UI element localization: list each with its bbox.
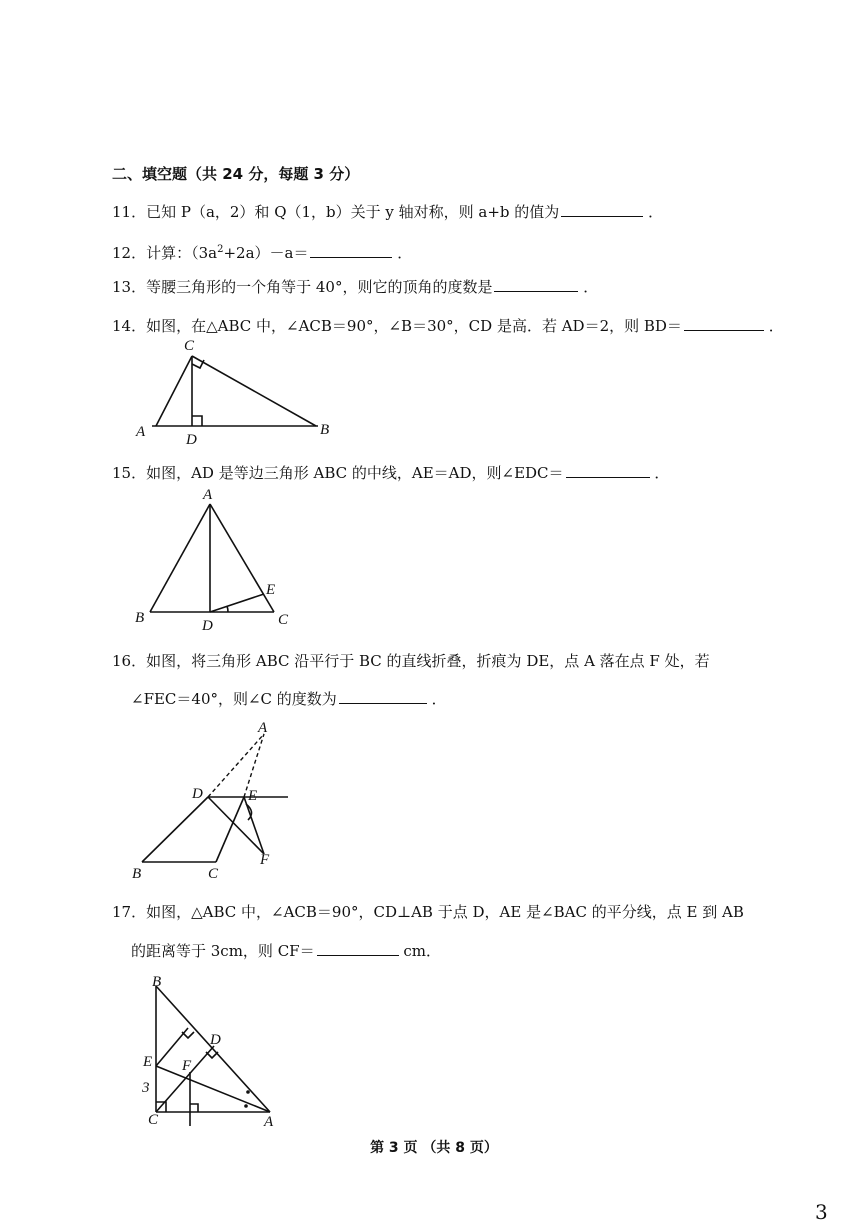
right-angle-mark-e — [182, 1032, 194, 1038]
question-12-text-2: +2a）－a＝ — [223, 244, 309, 262]
right-angle-mark-d — [206, 1052, 218, 1058]
side-ac — [156, 356, 192, 426]
question-15-end: ． — [654, 464, 670, 482]
label-f: F — [182, 1058, 192, 1074]
question-17-line-2 — [131, 941, 441, 961]
figure-14 — [130, 334, 340, 450]
question-15-text: 15．如图，AD 是等边三角形 ABC 的中线，AE＝AD，则∠EDC＝ — [112, 464, 564, 482]
question-13-text: 13．等腰三角形的一个角等于 40°，则它的顶角的度数是 — [112, 278, 493, 296]
page-number: 3 — [815, 1200, 828, 1224]
label-a: A — [203, 487, 213, 503]
answer-blank-11[interactable] — [561, 202, 643, 217]
label-c: C — [208, 866, 219, 882]
segment-df — [208, 797, 264, 854]
answer-blank-13[interactable] — [494, 277, 578, 292]
question-17-line-1: 17．如图，△ABC 中，∠ACB＝90°，CD⊥AB 于点 D，AE 是∠BAC 的平分线，点 E 到 AB — [112, 903, 744, 921]
question-16-end: ． — [431, 690, 447, 708]
figure-16 — [130, 722, 300, 884]
segment-de — [210, 594, 264, 612]
question-11-text: 11．已知 P（a，2）和 Q（1，b）关于 y 轴对称，则 a+b 的值为 — [112, 203, 560, 221]
figure-17 — [136, 974, 286, 1130]
label-d: D — [186, 432, 197, 448]
question-11 — [112, 202, 663, 222]
question-13 — [112, 277, 598, 297]
question-14-end: ． — [768, 317, 784, 335]
question-17-text: 的距离等于 3cm，则 CF＝ — [131, 942, 315, 960]
label-d: D — [210, 1032, 221, 1048]
label-e: E — [248, 788, 258, 804]
label-c: C — [148, 1112, 159, 1128]
answer-blank-14[interactable] — [684, 316, 764, 331]
label-a: A — [258, 722, 268, 736]
question-12 — [112, 240, 412, 263]
question-12-end: ． — [397, 244, 413, 262]
side-bd — [142, 797, 208, 862]
question-16-line-2 — [131, 689, 447, 709]
figure-15 — [130, 484, 300, 634]
section-title: 二、填空题（共 24 分，每题 3 分） — [112, 165, 360, 183]
question-13-end: ． — [583, 278, 599, 296]
answer-blank-16[interactable] — [339, 689, 427, 704]
question-14 — [112, 316, 784, 336]
answer-blank-15[interactable] — [566, 463, 650, 478]
label-e: E — [266, 582, 276, 598]
angle-marks-a — [244, 1090, 250, 1108]
question-11-end: ． — [648, 203, 664, 221]
label-a: A — [264, 1114, 274, 1130]
label-f: F — [260, 852, 270, 868]
right-angle-mark-d — [192, 416, 202, 426]
side-cb — [192, 356, 316, 426]
question-12-text: 12．计算：（3a — [112, 244, 218, 262]
label-b: B — [132, 866, 142, 882]
answer-blank-17[interactable] — [317, 941, 399, 956]
side-ac — [210, 504, 274, 612]
label-a: A — [136, 424, 146, 440]
angle-arc-edc — [227, 606, 228, 612]
question-12-exponent: 2 — [217, 244, 224, 255]
label-c: C — [278, 612, 289, 628]
question-16-line-1: 16．如图，将三角形 ABC 沿平行于 BC 的直线折叠，折痕为 DE，点 A 落在点 F 处，若 — [112, 652, 710, 670]
bisector-ae — [156, 1066, 270, 1112]
question-16-text: ∠FEC＝40°，则∠C 的度数为 — [131, 690, 337, 708]
right-angle-mark-f — [190, 1104, 198, 1112]
label-b: B — [152, 974, 162, 990]
side-ab — [150, 504, 210, 612]
question-14-text: 14．如图，在△ABC 中，∠ACB＝90°，∠B＝30°，CD 是高．若 AD＝2，则 BD＝ — [112, 317, 682, 335]
page-footer: 第 3 页 （共 8 页） — [370, 1140, 498, 1156]
label-b: B — [135, 610, 145, 626]
question-15 — [112, 463, 669, 483]
label-c: C — [184, 338, 195, 354]
label-b: B — [320, 422, 330, 438]
label-d: D — [192, 786, 203, 802]
label-e: E — [143, 1054, 153, 1070]
label-d: D — [202, 618, 213, 634]
distance-mark: 3 — [142, 1080, 150, 1096]
answer-blank-12[interactable] — [310, 243, 392, 258]
question-17-end: cm． — [403, 942, 441, 960]
